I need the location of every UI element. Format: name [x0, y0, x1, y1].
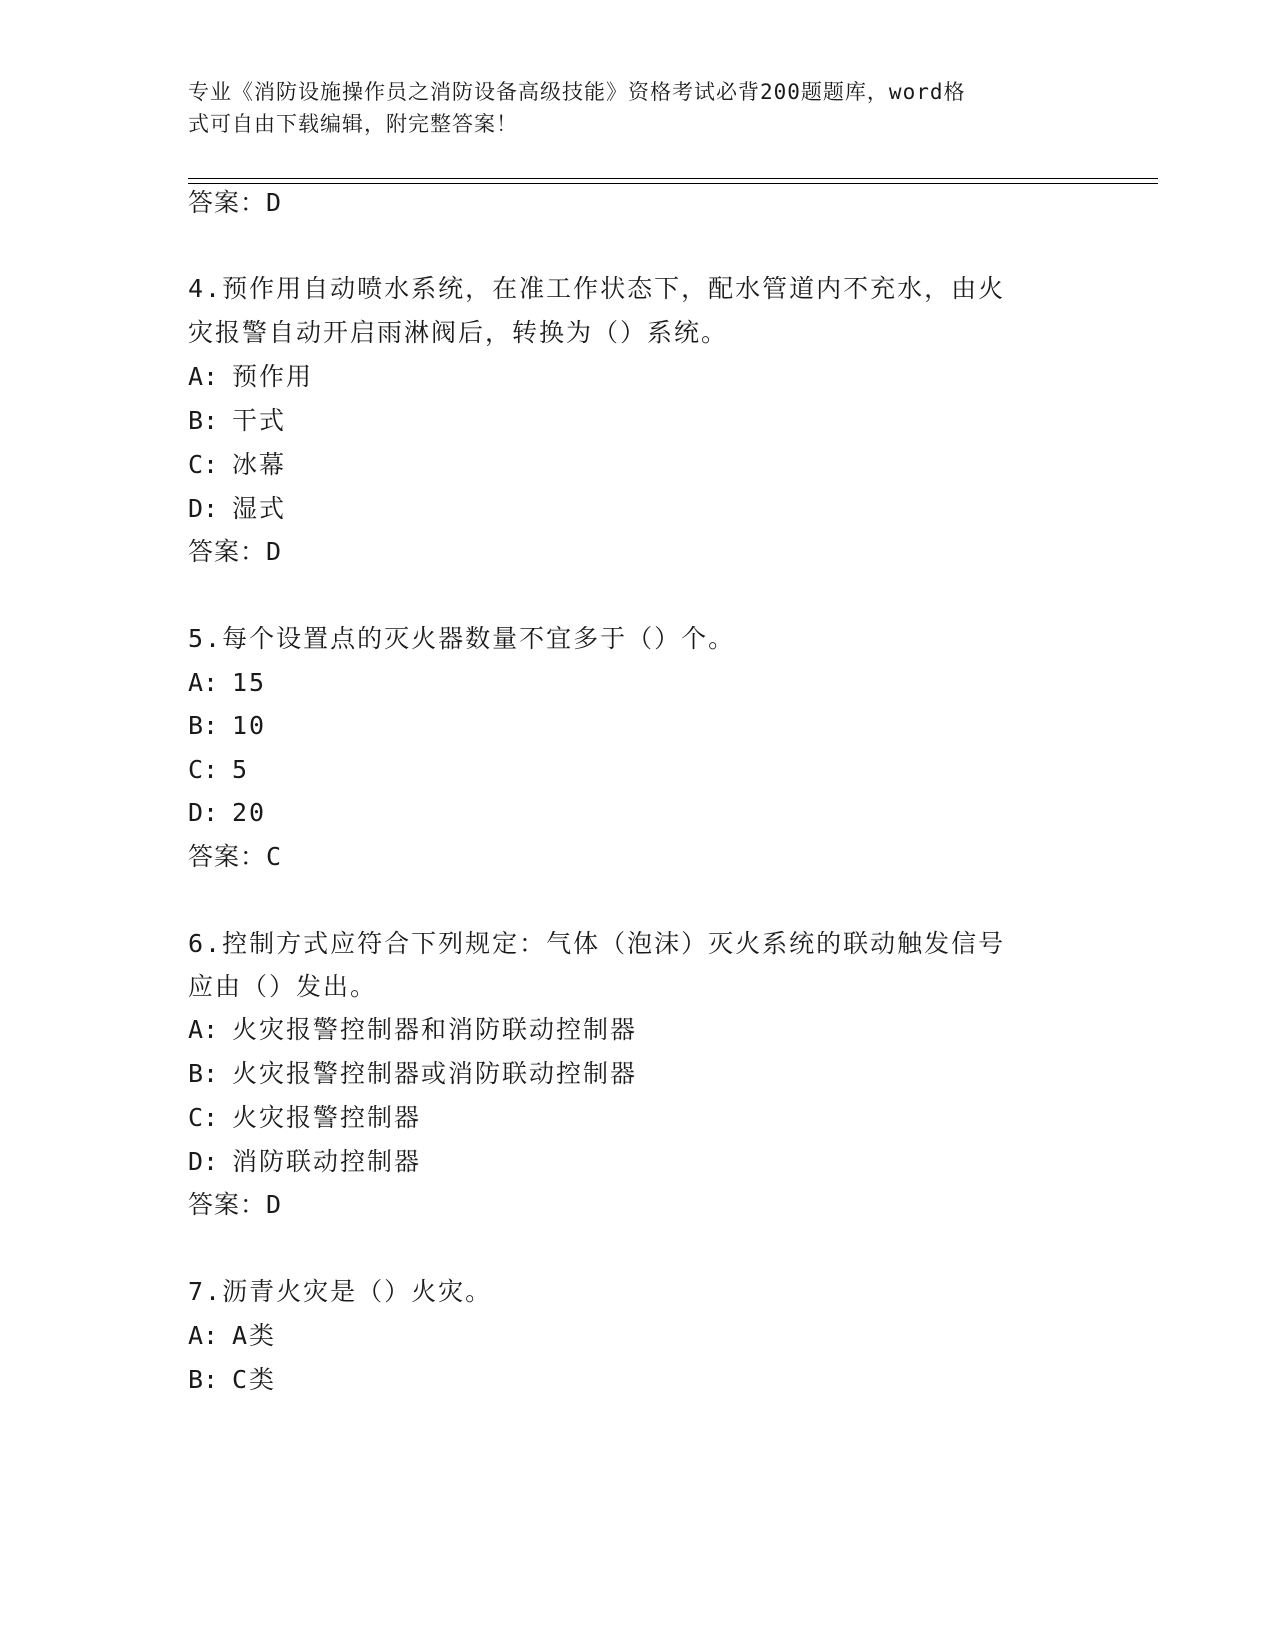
option-label: C:: [188, 755, 219, 784]
question-stem: 6.控制方式应符合下列规定：气体（泡沫）灭火系统的联动触发信号: [188, 929, 1006, 958]
answer-value: D: [266, 188, 282, 217]
option-text: 5: [232, 755, 250, 784]
answer-label: 答案：: [188, 1190, 267, 1219]
option-item: [188, 448, 286, 482]
option-item: [188, 1319, 276, 1353]
option-item: [188, 753, 249, 787]
answer-line: [188, 186, 281, 220]
option-text: 湿式: [232, 494, 287, 523]
option-item: [188, 1057, 637, 1091]
answer-line: [188, 840, 281, 874]
option-label: C:: [188, 450, 219, 479]
option-text: 冰幕: [232, 450, 287, 479]
option-item: [188, 666, 266, 700]
answer-value: C: [266, 842, 282, 871]
option-text: 火灾报警控制器: [232, 1103, 422, 1132]
option-text: 干式: [232, 406, 287, 435]
option-label: D:: [188, 494, 219, 523]
option-text: 火灾报警控制器和消防联动控制器: [232, 1015, 638, 1044]
question-stem: 灾报警自动开启雨淋阀后，转换为（）系统。: [188, 318, 729, 347]
question-stem: 5.每个设置点的灭火器数量不宜多于（）个。: [188, 624, 736, 653]
option-text: 10: [232, 711, 267, 740]
header-line-1: 专业《消防设施操作员之消防设备高级技能》资格考试必背200题题库，word格: [188, 80, 966, 104]
header-divider-bottom: [188, 183, 1158, 184]
option-label: B:: [188, 1059, 219, 1088]
option-text: C类: [232, 1365, 277, 1394]
option-item: [188, 1145, 421, 1179]
option-label: B:: [188, 711, 219, 740]
answer-label: 答案：: [188, 188, 267, 217]
option-item: [188, 404, 286, 438]
question-stem: 应由（）发出。: [188, 972, 378, 1001]
option-item: [188, 796, 266, 830]
document-header: [188, 76, 1068, 140]
header-line-2: 式可自由下载编辑，附完整答案！: [188, 112, 518, 136]
option-text: 15: [232, 668, 267, 697]
option-text: 火灾报警控制器或消防联动控制器: [232, 1059, 638, 1088]
option-label: D:: [188, 798, 219, 827]
option-label: A:: [188, 1321, 219, 1350]
option-label: A:: [188, 1015, 219, 1044]
question-stem: 7.沥青火灾是（）火灾。: [188, 1277, 493, 1306]
answer-label: 答案：: [188, 537, 267, 566]
option-item: [188, 1101, 421, 1135]
option-label: C:: [188, 1103, 219, 1132]
option-text: 20: [232, 798, 267, 827]
option-item: [188, 709, 266, 743]
option-text: 预作用: [232, 362, 314, 391]
question-stem: 4.预作用自动喷水系统，在准工作状态下，配水管道内不充水，由火: [188, 274, 1006, 303]
option-item: [188, 360, 313, 394]
option-label: D:: [188, 1147, 219, 1176]
option-label: B:: [188, 1365, 219, 1394]
option-item: [188, 1363, 276, 1397]
option-label: A:: [188, 362, 219, 391]
option-item: [188, 492, 286, 526]
header-divider-top: [188, 178, 1158, 179]
answer-label: 答案：: [188, 842, 267, 871]
answer-line: [188, 535, 281, 569]
option-label: B:: [188, 406, 219, 435]
answer-value: D: [266, 537, 282, 566]
answer-line: [188, 1188, 281, 1222]
answer-value: D: [266, 1190, 282, 1219]
option-text: A类: [232, 1321, 277, 1350]
option-label: A:: [188, 668, 219, 697]
option-text: 消防联动控制器: [232, 1147, 422, 1176]
option-item: [188, 1013, 637, 1047]
